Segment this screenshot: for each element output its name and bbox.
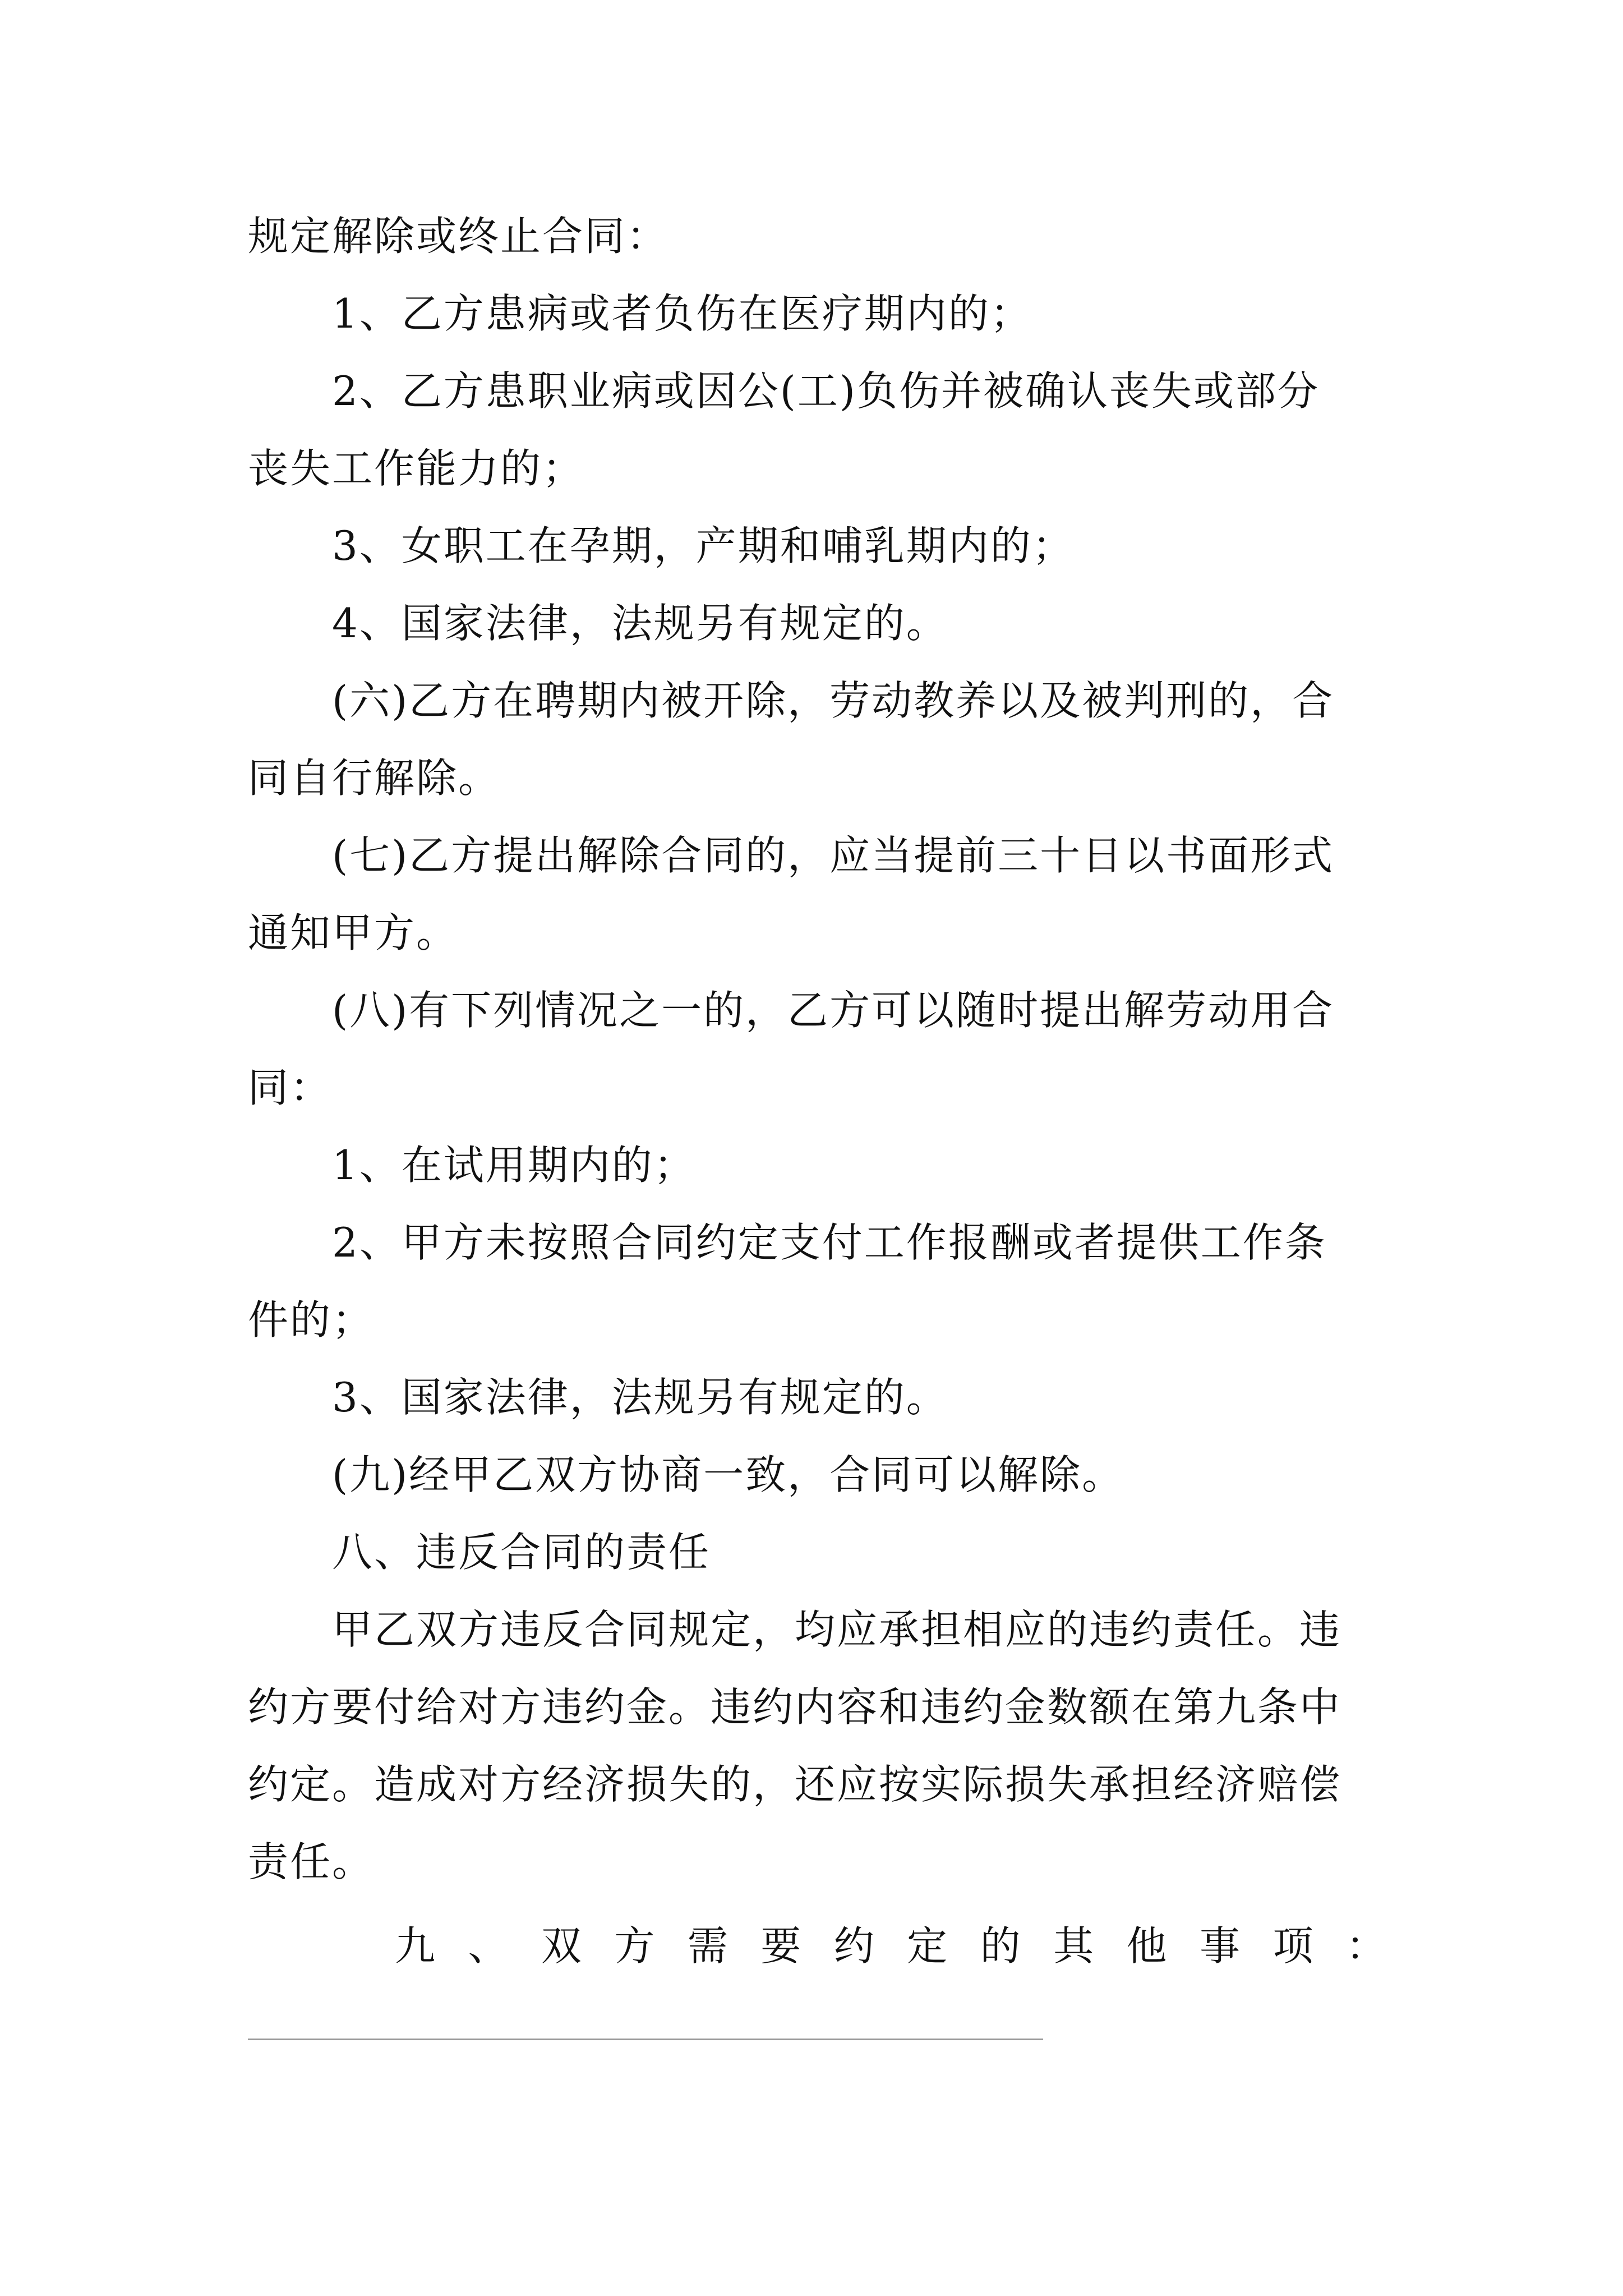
heading-char: 项 xyxy=(1272,1922,1313,1970)
paragraph-line: 件的； xyxy=(248,1296,375,1343)
list-item: 1、在试用期内的； xyxy=(332,1142,696,1189)
section-heading-spread xyxy=(248,1907,1386,1985)
list-item: 3、女职工在孕期，产期和哺乳期内的； xyxy=(332,522,1075,569)
document-body xyxy=(248,197,1386,1985)
heading-char: 定 xyxy=(907,1922,948,1970)
heading-char: 的 xyxy=(980,1922,1021,1970)
heading-char: 方 xyxy=(614,1922,655,1970)
paragraph-line: 规定解除或终止合同： xyxy=(248,213,669,260)
paragraph-line: 通知甲方。 xyxy=(248,909,459,956)
paragraph-line: 丧失工作能力的； xyxy=(248,445,585,492)
list-item: 2、乙方患职业病或因公(工)负伤并被确认丧失或部分 xyxy=(332,367,1320,415)
paragraph-line: 甲乙双方违反合同规定，均应承担相应的违约责任。违 xyxy=(332,1606,1342,1653)
paragraph-line: 约定。造成对方经济损失的，还应按实际损失承担经济赔偿 xyxy=(248,1761,1342,1808)
section-heading: 八、违反合同的责任 xyxy=(332,1529,711,1576)
clause-line: (九)经甲乙双方协商一致，合同可以解除。 xyxy=(332,1451,1124,1498)
clause-line: (七)乙方提出解除合同的，应当提前三十日以书面形式 xyxy=(332,832,1335,879)
clause-line: (六)乙方在聘期内被开除，劳动教养以及被判刑的，合 xyxy=(332,677,1335,724)
paragraph-line: 同： xyxy=(248,1064,333,1111)
fill-in-underline xyxy=(248,2039,1043,2040)
paragraph-line: 约方要付给对方违约金。违约内容和违约金数额在第九条中 xyxy=(248,1683,1342,1731)
heading-char: 、 xyxy=(468,1922,509,1970)
list-item: 3、国家法律，法规另有规定的。 xyxy=(332,1374,948,1421)
heading-char: 九 xyxy=(395,1922,436,1970)
heading-char: 要 xyxy=(760,1922,801,1970)
heading-char: 约 xyxy=(833,1922,874,1970)
clause-line: (八)有下列情况之一的，乙方可以随时提出解劳动用合 xyxy=(332,987,1335,1034)
list-item: 4、国家法律，法规另有规定的。 xyxy=(332,600,948,647)
heading-char: 事 xyxy=(1199,1922,1240,1970)
paragraph-line: 同自行解除。 xyxy=(248,754,501,802)
heading-char: 其 xyxy=(1053,1922,1094,1970)
heading-char: 双 xyxy=(541,1922,582,1970)
list-item: 1、乙方患病或者负伤在医疗期内的； xyxy=(332,290,1032,337)
list-item: 2、甲方未按照合同约定支付工作报酬或者提供工作条 xyxy=(332,1219,1327,1266)
paragraph-line: 责任。 xyxy=(248,1838,375,1885)
heading-char: 他 xyxy=(1126,1922,1167,1970)
heading-char: 需 xyxy=(687,1922,728,1970)
heading-char: ： xyxy=(1345,1922,1386,1970)
